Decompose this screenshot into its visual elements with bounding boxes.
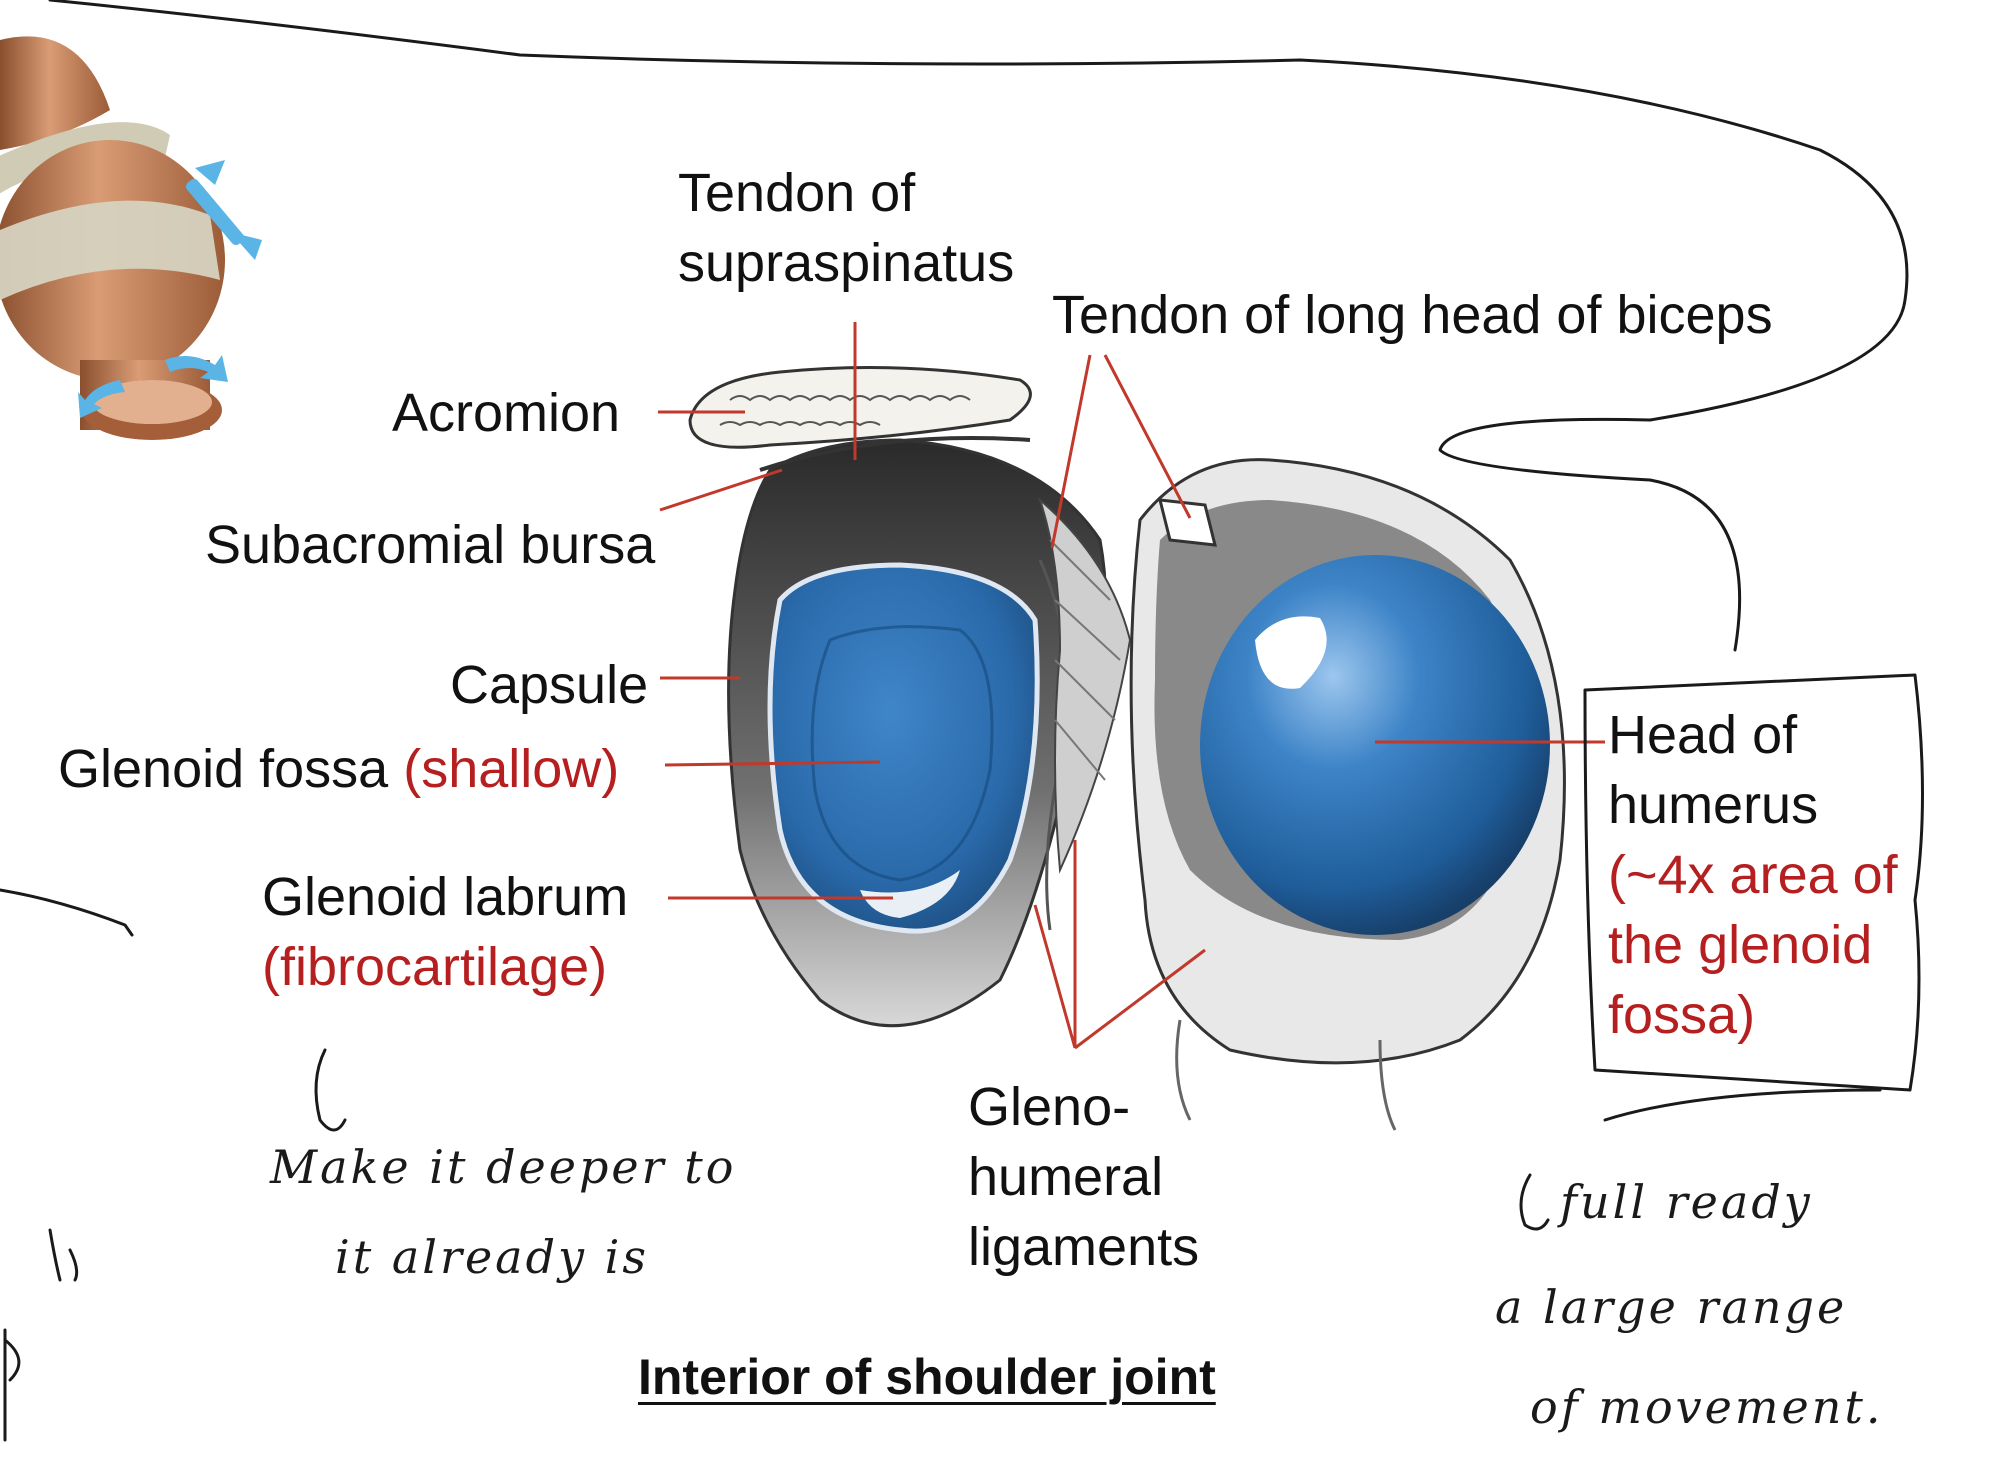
label-head-note-1: (~4x area of — [1608, 845, 1898, 905]
handwritten-note-right-2: a large range — [1495, 1280, 1848, 1334]
label-tendon-supraspinatus-1: Tendon of — [678, 163, 916, 223]
label-glenoid-labrum-note: (fibrocartilage) — [262, 937, 608, 997]
glenoid-fossa-note: (shallow) — [403, 739, 620, 799]
leader-biceps-2 — [1105, 355, 1190, 518]
glenoid-fossa-text: Glenoid fossa — [58, 739, 389, 799]
handwritten-note-left-2: it already is — [335, 1230, 649, 1284]
label-glenohumeral-1: Gleno- — [968, 1077, 1131, 1137]
diagram-title: Interior of shoulder joint — [638, 1349, 1216, 1405]
label-tendon-biceps: Tendon of long head of biceps — [1052, 285, 1773, 345]
label-tendon-supraspinatus-2: supraspinatus — [678, 233, 1015, 293]
handwritten-note-right-3: of movement. — [1530, 1380, 1884, 1434]
label-glenoid-fossa — [58, 734, 619, 804]
leader-gleno-2 — [1035, 905, 1075, 1048]
label-head-humerus-1: Head of — [1608, 705, 1798, 765]
handwritten-note-left-1: Make it deeper to — [270, 1140, 737, 1194]
label-glenoid-labrum: Glenoid labrum — [262, 867, 629, 927]
label-capsule: Capsule — [450, 655, 649, 715]
handwritten-note-right-1: full ready — [1560, 1175, 1813, 1229]
humerus-side — [1131, 460, 1564, 1130]
label-acromion: Acromion — [392, 383, 621, 443]
label-head-humerus-2: humerus — [1608, 775, 1819, 835]
label-subacromial-bursa: Subacromial bursa — [205, 515, 656, 575]
label-glenohumeral-3: ligaments — [968, 1217, 1200, 1277]
label-head-note-3: fossa) — [1608, 985, 1756, 1045]
label-head-note-2: the glenoid — [1608, 915, 1873, 975]
ball-socket-joint-icon — [0, 36, 225, 440]
label-glenohumeral-2: humeral — [968, 1147, 1164, 1207]
